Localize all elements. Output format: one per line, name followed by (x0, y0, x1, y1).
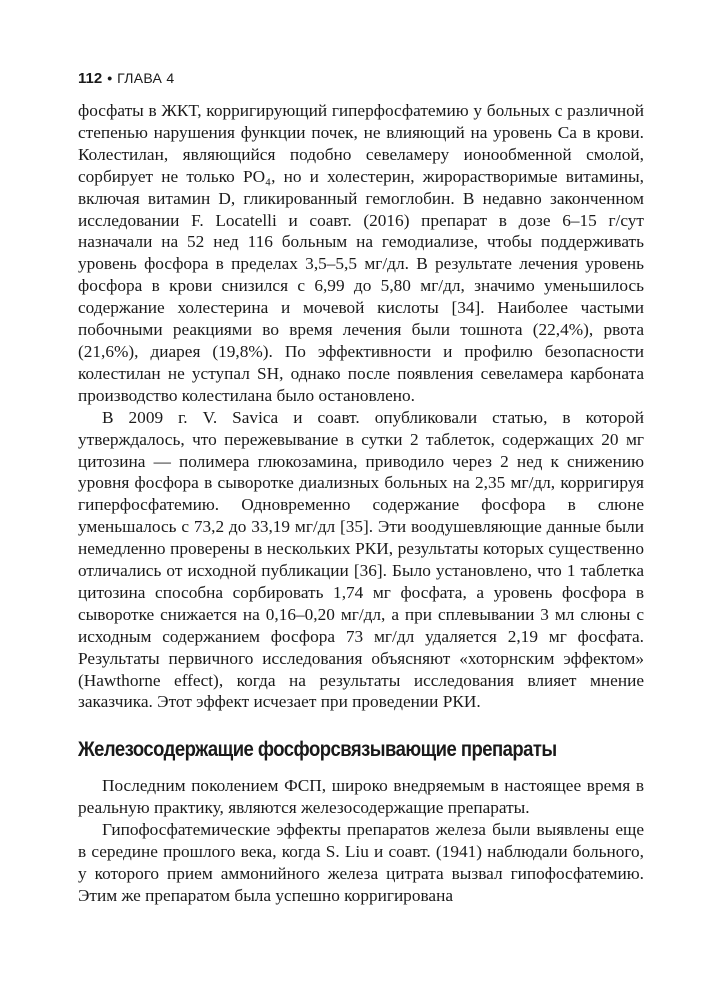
chapter-title: ГЛАВА 4 (117, 70, 175, 86)
header-separator: • (107, 70, 113, 86)
paragraph-hypophosphatemic-effects: Гипофосфатемические эффекты препаратов железа были выявлены еще в середине прошлого века, когда S. Liu и соавт. (1941) наблюдали больного, у которого прием аммонийного железа цитрата вызвал гипофосфатемию. Этим же препаратом была успешно корригирована (78, 820, 644, 905)
page-number: 112 (78, 70, 103, 87)
paragraph-savica: В 2009 г. V. Savica и соавт. опубликовали статью, в которой утверждалось, что пережевывание в сутки 2 таблеток, содержащих 20 мг цитозина — полимера глюкозамина, приводило через 2 нед к снижению уровня фосфора в сыворотке диализных больных на 2,35 мг/дл, корригируя гиперфосфатемию. Одновременно содержание фосфора в слюне уменьшалось с 73,2 до 33,19 мг/дл [35]. Эти воодушевляющие данные были немедленно проверены в нескольких РКИ, результаты которых существенно отличались от исходной публикации [36]. Было установлено, что 1 таблетка цитозина способна сорбировать 1,74 мг фосфата, а уровень фосфора в сыворотке снижается на 0,16–0,20 мг/дл, а при сплевывании 3 мл слюны с исходным содержанием фосфора 73 мг/дл удаляется 2,19 мг фосфата. Результаты первичного исследования объясняют «хоторнским эффектом» (Hawthorne effect), когда на результаты исследования влияет мнение заказчика. Этот эффект исчезает при проведении РКИ. (78, 407, 644, 712)
section-heading: Железосодержащие фосфорсвязывающие препараты (78, 738, 557, 762)
running-header (78, 68, 174, 89)
paragraph-continuation: фосфаты в ЖКТ, корригирующий гиперфосфатемию у больных с различной степенью нарушения функции почек, не влияющий на уровень Ca в крови. Колестилан, являющийся подобно севеламеру ионообменной смолой, сорбирует не только PO₄, но и холестерин, жирорастворимые витамины, включая витамин D, гликированный гемоглобин. В недавно законченном исследовании F. Locatelli и соавт. (2016) препарат в дозе 6–15 г/сут назначали на 52 нед 116 больным на гемодиализе, чтобы поддерживать уровень фосфора в пределах 3,5–5,5 мг/дл. В результате лечения уровень фосфора в крови снизился с 6,99 до 5,80 мг/дл, значимо уменьшилось содержание холестерина и мочевой кислоты [34]. Наиболее частыми побочными реакциями во время лечения были тошнота (22,4%), рвота (21,6%), диарея (19,8%). По эффективности и профилю безопасности колестилан не уступал SH, однако после появления севеламера карбоната производство колестилана было остановлено. (78, 101, 644, 405)
paragraph-latest-generation: Последним поколением ФСП, широко внедряемым в настоящее время в реальную практику, являются железосодержащие препараты. (78, 776, 644, 818)
page-body (78, 100, 644, 907)
